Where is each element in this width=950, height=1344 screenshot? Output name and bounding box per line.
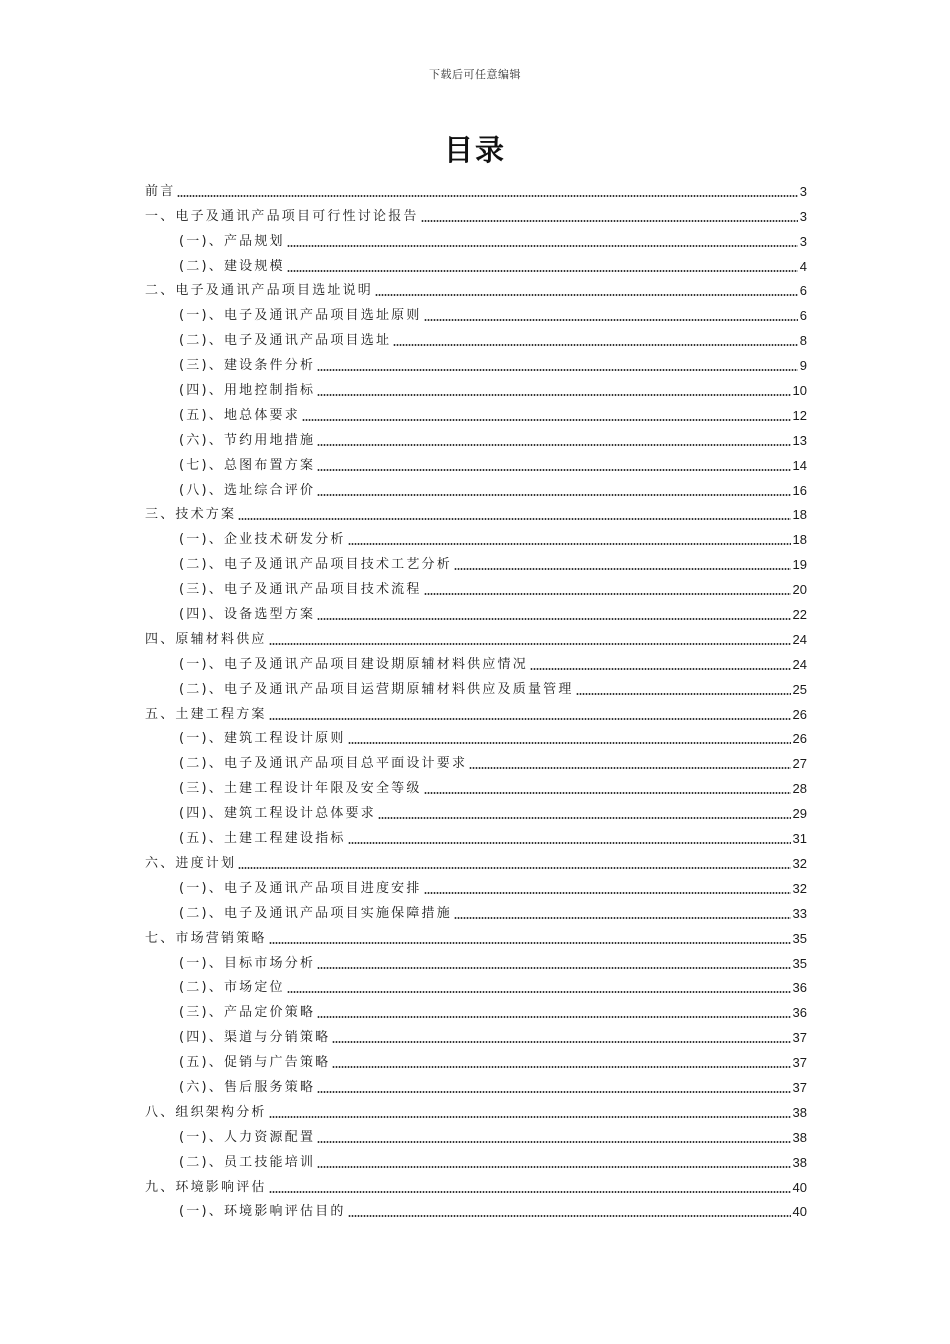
toc-entry-page-number: 37 (792, 1079, 807, 1095)
toc-entry-section[interactable] (145, 972, 807, 997)
toc-entry-section[interactable] (145, 872, 807, 897)
toc-dot-leader (287, 245, 798, 247)
toc-entry-page-number: 38 (792, 1104, 807, 1120)
toc-entry-section[interactable] (145, 250, 807, 275)
toc-entry-section[interactable] (145, 996, 807, 1021)
toc-entry-page-number: 22 (792, 607, 807, 623)
toc-dot-leader (238, 518, 790, 520)
toc-entry-chapter[interactable] (145, 1171, 807, 1196)
toc-entry-page-number: 3 (799, 183, 807, 199)
toc-entry-page-number: 26 (792, 706, 807, 722)
toc-dot-leader (317, 1166, 790, 1168)
toc-entry-label: (一)、电子及通讯产品项目建设期原辅材料供应情况 (179, 656, 528, 672)
toc-entry-label: (二)、电子及通讯产品项目技术工艺分析 (179, 557, 452, 573)
toc-entry-section[interactable] (145, 947, 807, 972)
toc-dot-leader (269, 718, 791, 720)
toc-entry-section[interactable] (145, 449, 807, 474)
toc-entry-page-number: 18 (792, 507, 807, 523)
toc-entry-section[interactable] (145, 673, 807, 698)
toc-entry-section[interactable] (145, 349, 807, 374)
toc-entry-label: (一)、企业技术研发分析 (179, 532, 346, 548)
toc-entry-label: (二)、电子及通讯产品项目总平面设计要求 (179, 756, 468, 772)
toc-dot-leader (177, 195, 797, 197)
toc-entry-page-number: 18 (792, 532, 807, 548)
toc-dot-leader (576, 693, 791, 695)
toc-entry-page-number: 14 (792, 457, 807, 473)
toc-entry-page-number: 32 (792, 855, 807, 871)
toc-entry-page-number: 12 (792, 407, 807, 423)
toc-entry-section[interactable] (145, 324, 807, 349)
toc-entry-page-number: 40 (792, 1179, 807, 1195)
toc-entry-label: (五)、地总体要求 (179, 407, 300, 423)
toc-entry-label: (一)、电子及通讯产品项目选址原则 (179, 308, 422, 324)
toc-entry-page-number: 24 (792, 631, 807, 647)
toc-entry-chapter[interactable] (145, 698, 807, 723)
toc-entry-chapter[interactable] (145, 847, 807, 872)
toc-entry-section[interactable] (145, 299, 807, 324)
toc-dot-leader (302, 419, 791, 421)
toc-entry-section[interactable] (145, 374, 807, 399)
toc-entry-page-number: 9 (799, 358, 807, 374)
toc-entry-page-number: 25 (792, 681, 807, 697)
toc-dot-leader (317, 967, 790, 969)
toc-entry-label: (四)、设备选型方案 (179, 607, 316, 623)
toc-entry-label: 前言 (145, 183, 176, 199)
toc-dot-leader (348, 742, 791, 744)
toc-dot-leader (424, 792, 791, 794)
toc-dot-leader (269, 1191, 791, 1193)
toc-entry-page-number: 35 (792, 930, 807, 946)
toc-entry-section[interactable] (145, 897, 807, 922)
toc-entry-page-number: 36 (792, 980, 807, 996)
toc-entry-section[interactable] (145, 1021, 807, 1046)
toc-entry-page-number: 38 (792, 1154, 807, 1170)
toc-entry-section[interactable] (145, 523, 807, 548)
toc-entry-section[interactable] (145, 1146, 807, 1171)
toc-dot-leader (317, 444, 790, 446)
toc-entry-section[interactable] (145, 723, 807, 748)
toc-dot-leader (424, 593, 791, 595)
toc-entry-label: 三、技术方案 (145, 507, 237, 523)
toc-entry-label: (二)、建设规模 (179, 258, 285, 274)
toc-dot-leader (424, 319, 798, 321)
toc-entry-label: (一)、建筑工程设计原则 (179, 731, 346, 747)
toc-dot-leader (378, 817, 791, 819)
toc-entry-label: (二)、电子及通讯产品项目选址 (179, 333, 392, 349)
toc-entry-page-number: 19 (792, 557, 807, 573)
toc-entry-page-number: 31 (792, 831, 807, 847)
toc-entry-chapter[interactable] (145, 1096, 807, 1121)
toc-entry-label: (一)、人力资源配置 (179, 1129, 316, 1145)
page-header-note: 下载后可任意编辑 (429, 68, 521, 81)
toc-dot-leader (530, 668, 791, 670)
toc-dot-leader (317, 618, 790, 620)
toc-entry-label: (六)、售后服务策略 (179, 1079, 316, 1095)
toc-entry-label: (一)、目标市场分析 (179, 955, 316, 971)
toc-dot-leader (332, 1041, 790, 1043)
toc-entry-page-number: 29 (792, 806, 807, 822)
toc-entry-section[interactable] (145, 548, 807, 573)
toc-entry-label: 二、电子及通讯产品项目选址说明 (145, 283, 374, 299)
toc-entry-section[interactable] (145, 747, 807, 772)
toc-entry-label: (二)、电子及通讯产品项目实施保障措施 (179, 905, 452, 921)
toc-dot-leader (287, 991, 791, 993)
table-of-contents (145, 175, 807, 1220)
toc-entry-label: 九、环境影响评估 (145, 1179, 267, 1195)
toc-entry-chapter[interactable] (145, 175, 807, 200)
toc-entry-label: (三)、建设条件分析 (179, 358, 316, 374)
toc-entry-section[interactable] (145, 1121, 807, 1146)
toc-dot-leader (424, 892, 791, 894)
toc-entry-label: (四)、渠道与分销策略 (179, 1030, 331, 1046)
toc-entry-page-number: 3 (799, 208, 807, 224)
toc-entry-page-number: 33 (792, 905, 807, 921)
toc-entry-page-number: 10 (792, 383, 807, 399)
toc-dot-leader (469, 767, 790, 769)
toc-entry-label: (七)、总图布置方案 (179, 457, 316, 473)
toc-entry-section[interactable] (145, 399, 807, 424)
toc-dot-leader (269, 643, 791, 645)
toc-entry-label: 六、进度计划 (145, 855, 237, 871)
toc-entry-section[interactable] (145, 1196, 807, 1221)
toc-dot-leader (393, 344, 798, 346)
toc-dot-leader (454, 568, 791, 570)
toc-entry-label: 七、市场营销策略 (145, 930, 267, 946)
toc-dot-leader (348, 543, 791, 545)
toc-entry-label: 八、组织架构分析 (145, 1104, 267, 1120)
toc-entry-section[interactable] (145, 822, 807, 847)
toc-entry-chapter[interactable] (145, 200, 807, 225)
toc-title: 目录 (443, 133, 506, 167)
toc-entry-section[interactable] (145, 424, 807, 449)
toc-entry-chapter[interactable] (145, 275, 807, 300)
toc-entry-page-number: 37 (792, 1055, 807, 1071)
toc-entry-label: (一)、环境影响评估目的 (179, 1204, 346, 1220)
toc-dot-leader (421, 220, 798, 222)
toc-entry-label: (二)、电子及通讯产品项目运营期原辅材料供应及质量管理 (179, 681, 574, 697)
toc-entry-page-number: 38 (792, 1129, 807, 1145)
toc-entry-label: (一)、电子及通讯产品项目进度安排 (179, 880, 422, 896)
toc-entry-page-number: 28 (792, 781, 807, 797)
toc-dot-leader (348, 842, 791, 844)
toc-entry-label: 五、土建工程方案 (145, 706, 267, 722)
toc-entry-label: (五)、土建工程建设指标 (179, 831, 346, 847)
toc-entry-label: 一、电子及通讯产品项目可行性讨论报告 (145, 208, 419, 224)
toc-entry-section[interactable] (145, 598, 807, 623)
toc-entry-page-number: 24 (792, 656, 807, 672)
toc-entry-section[interactable] (145, 225, 807, 250)
toc-entry-section[interactable] (145, 648, 807, 673)
toc-entry-page-number: 26 (792, 731, 807, 747)
toc-entry-section[interactable] (145, 1071, 807, 1096)
toc-entry-page-number: 8 (799, 333, 807, 349)
toc-entry-page-number: 4 (799, 258, 807, 274)
toc-dot-leader (269, 1116, 791, 1118)
toc-dot-leader (317, 469, 790, 471)
toc-entry-page-number: 6 (799, 308, 807, 324)
toc-entry-label: (六)、节约用地措施 (179, 432, 316, 448)
toc-dot-leader (317, 369, 798, 371)
toc-entry-section[interactable] (145, 1046, 807, 1071)
toc-entry-page-number: 13 (792, 432, 807, 448)
toc-entry-page-number: 20 (792, 582, 807, 598)
toc-entry-page-number: 6 (799, 283, 807, 299)
toc-entry-section[interactable] (145, 573, 807, 598)
toc-entry-page-number: 27 (792, 756, 807, 772)
toc-dot-leader (375, 294, 798, 296)
toc-entry-page-number: 35 (792, 955, 807, 971)
toc-entry-page-number: 37 (792, 1030, 807, 1046)
toc-entry-chapter[interactable] (145, 623, 807, 648)
toc-entry-chapter[interactable] (145, 922, 807, 947)
toc-entry-chapter[interactable] (145, 499, 807, 524)
toc-entry-label: (三)、土建工程设计年限及安全等级 (179, 781, 422, 797)
toc-dot-leader (287, 270, 798, 272)
toc-entry-label: (三)、电子及通讯产品项目技术流程 (179, 582, 422, 598)
toc-dot-leader (454, 917, 791, 919)
toc-dot-leader (317, 394, 790, 396)
toc-entry-section[interactable] (145, 474, 807, 499)
toc-dot-leader (238, 867, 790, 869)
toc-entry-page-number: 16 (792, 482, 807, 498)
toc-entry-page-number: 40 (792, 1204, 807, 1220)
toc-entry-label: (一)、产品规划 (179, 233, 285, 249)
toc-dot-leader (332, 1066, 790, 1068)
toc-entry-label: (四)、建筑工程设计总体要求 (179, 806, 376, 822)
toc-entry-label: (二)、市场定位 (179, 980, 285, 996)
toc-entry-section[interactable] (145, 797, 807, 822)
toc-entry-section[interactable] (145, 772, 807, 797)
toc-entry-page-number: 3 (799, 233, 807, 249)
toc-dot-leader (269, 942, 791, 944)
toc-dot-leader (317, 1141, 790, 1143)
toc-dot-leader (317, 1016, 790, 1018)
toc-dot-leader (317, 494, 790, 496)
toc-entry-label: (四)、用地控制指标 (179, 383, 316, 399)
toc-entry-label: (二)、员工技能培训 (179, 1154, 316, 1170)
toc-entry-label: (八)、选址综合评价 (179, 482, 316, 498)
toc-entry-label: (五)、促销与广告策略 (179, 1055, 331, 1071)
toc-entry-page-number: 36 (792, 1005, 807, 1021)
toc-entry-page-number: 32 (792, 880, 807, 896)
toc-entry-label: (三)、产品定价策略 (179, 1005, 316, 1021)
toc-dot-leader (348, 1215, 791, 1217)
toc-dot-leader (317, 1091, 790, 1093)
toc-entry-label: 四、原辅材料供应 (145, 631, 267, 647)
